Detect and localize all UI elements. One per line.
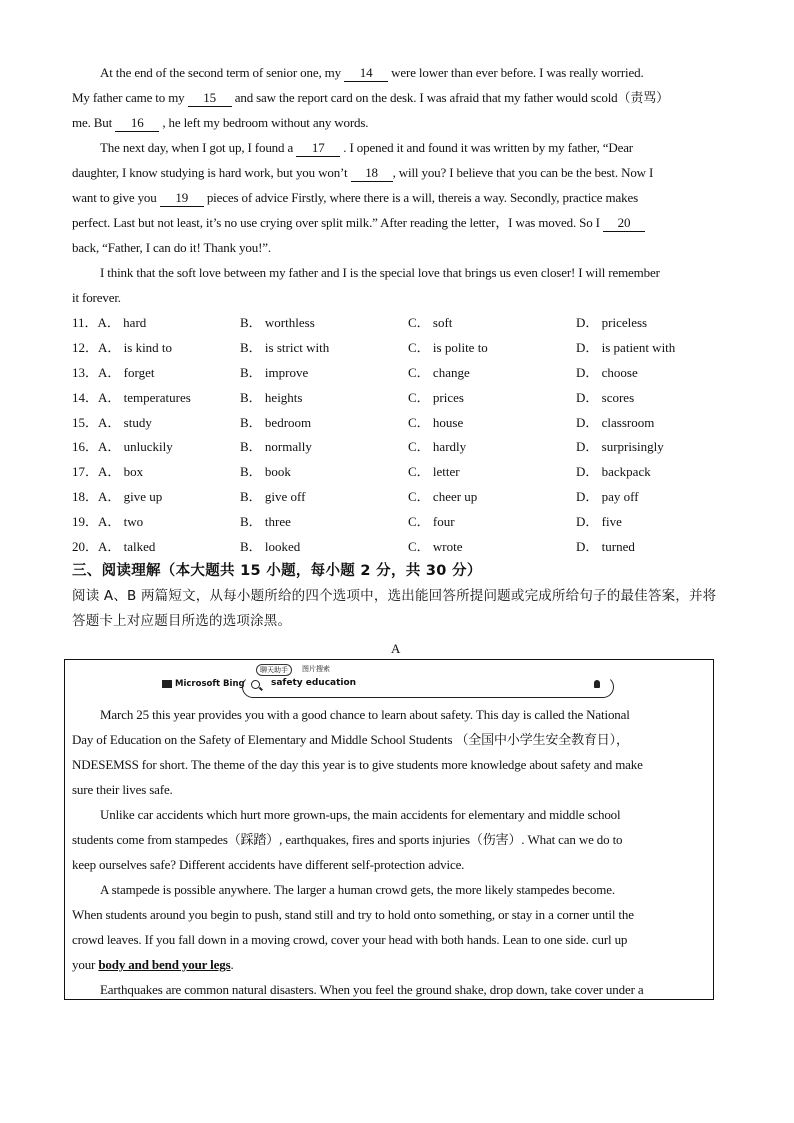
question-row: 16．A． unluckily B． normally C． hardly D． surprisingly: [72, 434, 752, 459]
option-b: B． looked: [240, 539, 301, 554]
option-c: C． change: [408, 365, 470, 380]
option-b: B． give off: [240, 489, 306, 504]
question-row: 17．A． box B． book C． letter D． backpack: [72, 459, 752, 484]
option-b: B． improve: [240, 365, 309, 380]
passage-line: A stampede is possible anywhere. The larger a human crowd gets, the more likely stampedes become.: [100, 882, 615, 897]
bing-brand: Microsoft Bing: [162, 679, 245, 689]
passage-line: Day of Education on the Safety of Elementary and Middle School Students （全国中小学生安全教育日），: [72, 732, 629, 747]
question-row: 13．A． forget B． improve C． change D． choose: [72, 360, 752, 385]
option-d: D． turned: [576, 539, 635, 554]
cloze-line: perfect. Last but not least, it’s no use crying over split milk.” After reading the letter，I was moved. So I 20: [72, 210, 732, 235]
option-b: B． three: [240, 514, 291, 529]
passage-line: keep ourselves safe? Different accidents have different self-protection advice.: [72, 857, 465, 872]
option-d: D． five: [576, 514, 622, 529]
search-tabs: [256, 664, 330, 676]
question-row: 19．A． two B． three C． four D． five: [72, 509, 752, 534]
option-d: D． choose: [576, 365, 638, 380]
section-title: 三、阅读理解（本大题共 15 小题，每小题 2 分，共 30 分）: [72, 563, 482, 579]
passage-line: your body and bend your legs.: [72, 957, 234, 972]
blank-18: 18: [351, 165, 393, 182]
option-c: C． four: [408, 514, 455, 529]
option-d: D． is patient with: [576, 340, 676, 355]
passage-line: Earthquakes are common natural disasters. When you feel the ground shake, drop down, take cover under a: [100, 982, 644, 997]
option-b: B． heights: [240, 390, 303, 405]
option-b: B． normally: [240, 439, 312, 454]
microphone-icon: [594, 680, 600, 688]
option-d: D． surprisingly: [576, 439, 664, 454]
option-c: C． wrote: [408, 539, 463, 554]
cloze-line: The next day, when I got up, I found a 17 . I opened it and found it was written by my father, “Dear: [100, 140, 633, 155]
passage-line: crowd leaves. If you fall down in a moving crowd, cover your head with both hands. Lean to one side. curl up: [72, 932, 628, 947]
passage-line: students come from stampedes（踩踏）, earthquakes, fires and sports injuries（伤害）. What can we do to: [72, 832, 623, 847]
blank-20: 20: [603, 215, 645, 232]
cloze-line: it forever.: [72, 290, 121, 305]
tab-images: 图片搜索: [302, 665, 330, 673]
option-c: C． prices: [408, 390, 464, 405]
section-instructions: 答题卡上对应题目所选的选项涂黑。: [72, 613, 292, 629]
option-c: C． hardly: [408, 439, 467, 454]
passage-line: When students around you begin to push, stand still and try to hold onto something, or stay in a corner until the: [72, 907, 634, 922]
option-b: B． bedroom: [240, 415, 312, 430]
blank-19: 19: [160, 190, 204, 207]
option-d: D． classroom: [576, 415, 655, 430]
cloze-line: I think that the soft love between my father and I is the special love that brings us even closer! I will remember: [100, 265, 660, 280]
question-row: 14．A． temperatures B． heights C． prices D． scores: [72, 385, 752, 410]
option-c: C． soft: [408, 315, 453, 330]
option-b: B． worthless: [240, 315, 315, 330]
option-d: D． pay off: [576, 489, 639, 504]
section-instructions: 阅读 A、B 两篇短文，从每小题所给的四个选项中，选出能回答所提问题或完成所给句子的最佳答案，并将: [72, 588, 717, 604]
question-row: 20．A． talked B． looked C． wrote D． turned: [72, 534, 752, 559]
question-row: 11．A． hard B． worthless C． soft D． priceless: [72, 310, 752, 335]
option-c: C． cheer up: [408, 489, 478, 504]
question-row: 18．A． give up B． give off C． cheer up D． pay off: [72, 484, 752, 509]
passage-line: Unlike car accidents which hurt more grown-ups, the main accidents for elementary and middle school: [100, 807, 621, 822]
underlined-phrase: body and bend your legs: [98, 957, 231, 972]
blank-16: 16: [115, 115, 159, 132]
cloze-line: My father came to my 15 and saw the report card on the desk. I was afraid that my father would scold（责骂）: [72, 90, 669, 105]
search-icon: [251, 680, 260, 689]
option-c: C． letter: [408, 464, 460, 479]
cloze-line: back, “Father, I can do it! Thank you!”.: [72, 240, 271, 255]
option-b: B． is strict with: [240, 340, 330, 355]
cloze-line: me. But 16 , he left my bedroom without any words.: [72, 115, 369, 130]
blank-14: 14: [344, 65, 388, 82]
cloze-line: daughter, I know studying is hard work, but you won’t 18 , will you? I believe that you can be the best. Now I: [72, 165, 654, 180]
passage-line: March 25 this year provides you with a good chance to learn about safety. This day is called the National: [100, 707, 630, 722]
option-b: B． book: [240, 464, 291, 479]
question-row: 15．A． study B． bedroom C． house D． classroom: [72, 410, 752, 435]
question-row: 12．A． is kind to B． is strict with C． is polite to D． is patient with: [72, 335, 752, 360]
option-c: C． is polite to: [408, 340, 488, 355]
option-d: D． backpack: [576, 464, 651, 479]
tab-chat: 聊天助手: [256, 664, 292, 676]
option-d: D． priceless: [576, 315, 648, 330]
blank-17: 17: [296, 140, 340, 157]
blank-15: 15: [188, 90, 232, 107]
option-c: C． house: [408, 415, 464, 430]
passage-line: NDESEMSS for short. The theme of the day this year is to give students more knowledge about safety and make: [72, 757, 643, 772]
passage-line: sure their lives safe.: [72, 782, 173, 797]
option-d: D． scores: [576, 390, 635, 405]
passage-label: A: [391, 641, 401, 656]
cloze-line: At the end of the second term of senior one, my 14 were lower than ever before. I was really worried.: [100, 65, 644, 80]
search-query: safety education: [271, 678, 357, 688]
bing-logo-icon: [162, 680, 172, 688]
cloze-line: want to give you 19 pieces of advice Firstly, where there is a will, thereis a way. Secondly, practice makes: [72, 190, 638, 205]
